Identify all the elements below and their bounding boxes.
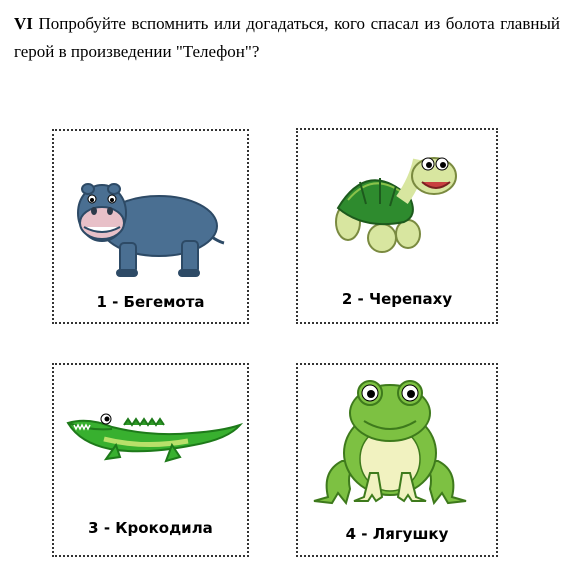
- option-label-1: 1 - Бегемота: [96, 293, 205, 311]
- option-label-2: 2 - Черепаху: [341, 290, 453, 308]
- option-label-4: 4 - Лягушку: [345, 525, 449, 543]
- option-card-turtle[interactable]: [296, 128, 498, 324]
- hippo-icon: [54, 131, 247, 291]
- question-number: VI: [14, 14, 33, 33]
- option-card-frog[interactable]: [296, 363, 498, 557]
- question-body: Попробуйте вспомнить или догадаться, кого спасал из болота главный герой в произведении "Телефон"?: [14, 14, 560, 61]
- option-label-3: 3 - Крокодила: [88, 519, 213, 537]
- question-text: [14, 10, 560, 66]
- option-card-crocodile[interactable]: [52, 363, 249, 557]
- turtle-icon: [298, 130, 496, 290]
- frog-icon: [298, 365, 496, 525]
- crocodile-icon: [54, 365, 247, 515]
- option-card-hippo[interactable]: [52, 129, 249, 324]
